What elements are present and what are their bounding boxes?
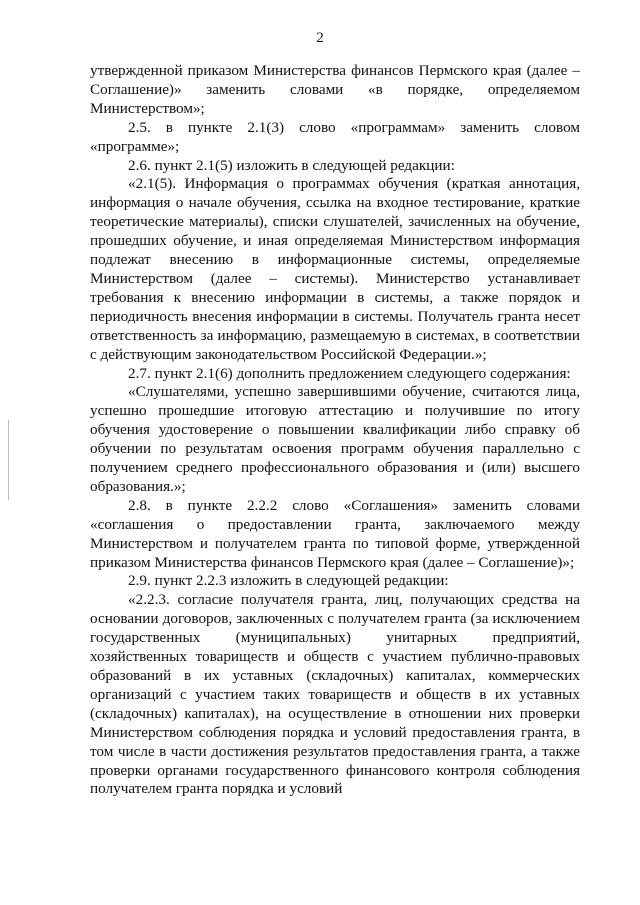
paragraph-2-9: 2.9. пункт 2.2.3 изложить в следующей редакции: (128, 572, 449, 590)
paragraph-2-1-5-quote: «2.1(5). Информация о программах обучения (краткая аннотация, информация о начале обучения, ссылка на входное тестирование, краткие теоретические материалы), списки слушателей, зачисленных на обучение, прошедших обучение, и иная определяемая Министерством информация подлежат внесению в информационные системы, определяемые Министерством (далее – системы). Министерство устанавливает требования к внесению информации в системы, а также порядок и периодичность внесения информации в системы. Получатель гранта несет ответственность за информацию, размещаемую в системах, в соответствии с действующим законодательством Российской Федерации.»; (90, 175, 580, 363)
margin-mark (8, 420, 9, 500)
paragraph-continuation: утвержденной приказом Министерства финансов Пермского края (далее – Соглашение)» заменить словами «в порядке, определяемом Министерством»; (90, 62, 580, 117)
paragraph-2-8: 2.8. в пункте 2.2.2 слово «Соглашения» заменить словами «соглашения о предоставлении гранта, заключаемого между Министерством и получателем гранта по типовой форме, утвержденной приказом Министерства финансов Пермского края (далее – Соглашение)»; (90, 496, 580, 571)
paragraph-2-2-3-quote: «2.2.3. согласие получателя гранта, лиц, получающих средства на основании договоров, заключенных с получателем гранта (за исключением государственных (муниципальных) унитарных предприятий, хозяйственных товариществ и обществ с участием публично-правовых образований в их уставных (складочных) капиталах, коммерческих организаций с участием таких товариществ и обществ в их уставных (складочных) капиталах), на осуществление в отношении них проверки Министерством соблюдения порядка и условий предоставления гранта, в том числе в части достижения результатов предоставления гранта, а также проверки органами государственного финансового контроля соблюдения получателем гранта порядка и условий (90, 591, 580, 798)
paragraph-2-6: 2.6. пункт 2.1(5) изложить в следующей редакции: (128, 156, 455, 174)
paragraph-2-5: 2.5. в пункте 2.1(3) слово «программам» заменить словом «программе»; (90, 118, 580, 155)
page-number: 2 (316, 30, 324, 46)
document-body (90, 62, 580, 799)
paragraph-2-7: 2.7. пункт 2.1(6) дополнить предложением следующего содержания: (128, 364, 571, 382)
paragraph-listeners-quote: «Слушателями, успешно завершившими обучение, считаются лица, успешно прошедшие итоговую аттестацию и получившие по итогу обучения удостоверение о повышении квалификации либо справку об обучении по результатам освоения программ обучения параллельно с получением среднего профессионального образования и (или) высшего образования.»; (90, 383, 580, 495)
